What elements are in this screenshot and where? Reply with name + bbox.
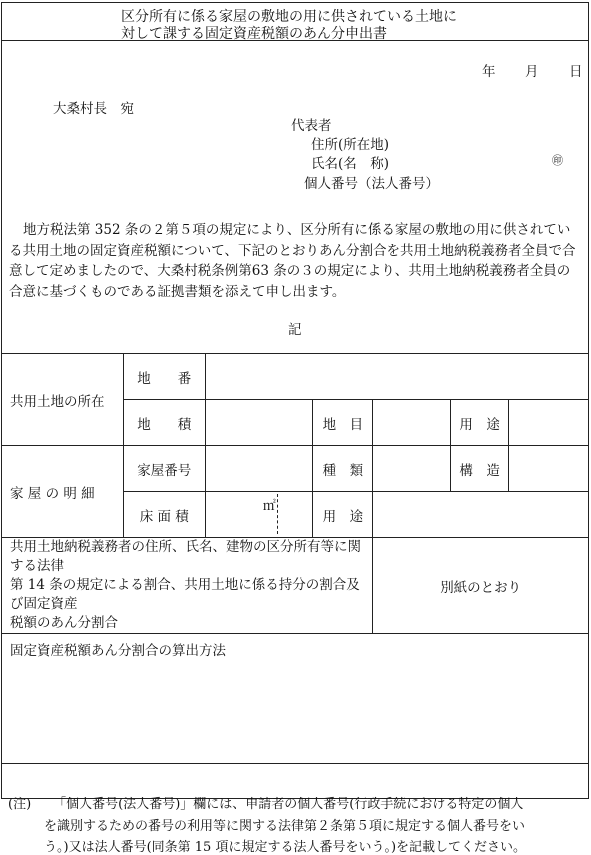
personal-number-label: 個人番号（法人番号） [304, 176, 439, 192]
kouzou-label: 構 造 [451, 446, 509, 492]
form-title-box [1, 2, 589, 41]
form-title-line-2: 対して課する固定資産税額のあん分申出書 [121, 26, 387, 42]
calc-method-label: 固定資産税額あん分割合の算出方法 [10, 643, 226, 659]
table-row-calc-method [2, 634, 589, 799]
ratio-label-line-2: 第 14 条の規定による割合、共用土地に係る持分の割合及び固定資産 [10, 577, 360, 612]
note-line-1 [8, 793, 523, 812]
yukamenseki-label: 床 面 積 [123, 492, 205, 538]
table-row-kaoku-bango [2, 446, 589, 492]
ratio-description [2, 538, 373, 634]
chimoku-label: 地 目 [313, 400, 373, 446]
land-location-label: 共用土地の所在 [2, 354, 124, 446]
youto-field[interactable] [509, 400, 589, 446]
chiban-field[interactable] [205, 354, 588, 400]
form-title-line-1: 区分所有に係る家屋の敷地の用に供されている土地に [121, 9, 457, 25]
chimoku-field[interactable] [373, 400, 451, 446]
ratio-value: 別紙のとおり [373, 538, 589, 634]
addressee: 大桑村長 宛 [53, 101, 134, 117]
name-label: 氏名(名 称) [311, 156, 390, 172]
ki-heading: 記 [288, 322, 302, 338]
chiseki-label: 地 積 [123, 400, 205, 446]
shurui-field[interactable] [373, 446, 451, 492]
kouzou-field[interactable] [509, 446, 589, 492]
note-line-2: を識別するための番号の利用等に関する法律第２条第５項に規定する個人番号をい [44, 819, 526, 834]
ratio-label-line-1: 共用土地納税義務者の住所、氏名、建物の区分所有等に関する法律 [10, 539, 361, 574]
square-meter-unit: ㎡ [262, 499, 276, 514]
chiban-label: 地 番 [123, 354, 205, 400]
body-paragraph: 地方税法第 352 条の２第５項の規定により、区分所有に係る家屋の敷地の用に供されている共用土地の固定資産税額について、下記のとおりあん分割合を共用土地納税義務者全員で合意して定めましたので、大桑村税条例第63 条の３の規定により、共用土地納税義務者全員の合意に基づくものである証拠書類を添えて申し出ます。 [9, 222, 576, 300]
date-year: 年 [482, 64, 496, 80]
youto2-label: 用 途 [313, 492, 373, 538]
yukamenseki-field[interactable] [205, 492, 313, 538]
note-mark: (注) [8, 797, 32, 812]
note-text-1: 「個人番号(法人番号)」欄には、申請者の個人番号(行政手続における特定の個人 [53, 797, 524, 812]
note-line-3: う。)又は法人番号(同条第 15 項に規定する法人番号をいう。)を記載してください。 [44, 840, 527, 855]
house-detail-label: 家 屋 の 明 細 [2, 446, 124, 538]
chiseki-field[interactable] [205, 400, 313, 446]
address-label: 住所(所在地) [311, 137, 390, 153]
date-day: 日 [569, 64, 583, 80]
table-row-chiban [2, 354, 589, 400]
decimal-divider [277, 494, 278, 534]
table-row-ratio [2, 538, 589, 634]
ratio-label-line-3: 税額のあん分割合 [10, 615, 118, 631]
youto-label: 用 途 [451, 400, 509, 446]
kaoku-bango-label: 家屋番号 [123, 446, 205, 492]
youto2-field[interactable] [373, 492, 589, 538]
kaoku-bango-field[interactable] [205, 446, 313, 492]
shurui-label: 種 類 [313, 446, 373, 492]
date-month: 月 [525, 64, 539, 80]
calc-method-box[interactable] [2, 634, 589, 799]
detail-table [1, 353, 589, 799]
seal-mark: ㊞ [552, 154, 563, 167]
representative-label: 代表者 [291, 118, 332, 134]
